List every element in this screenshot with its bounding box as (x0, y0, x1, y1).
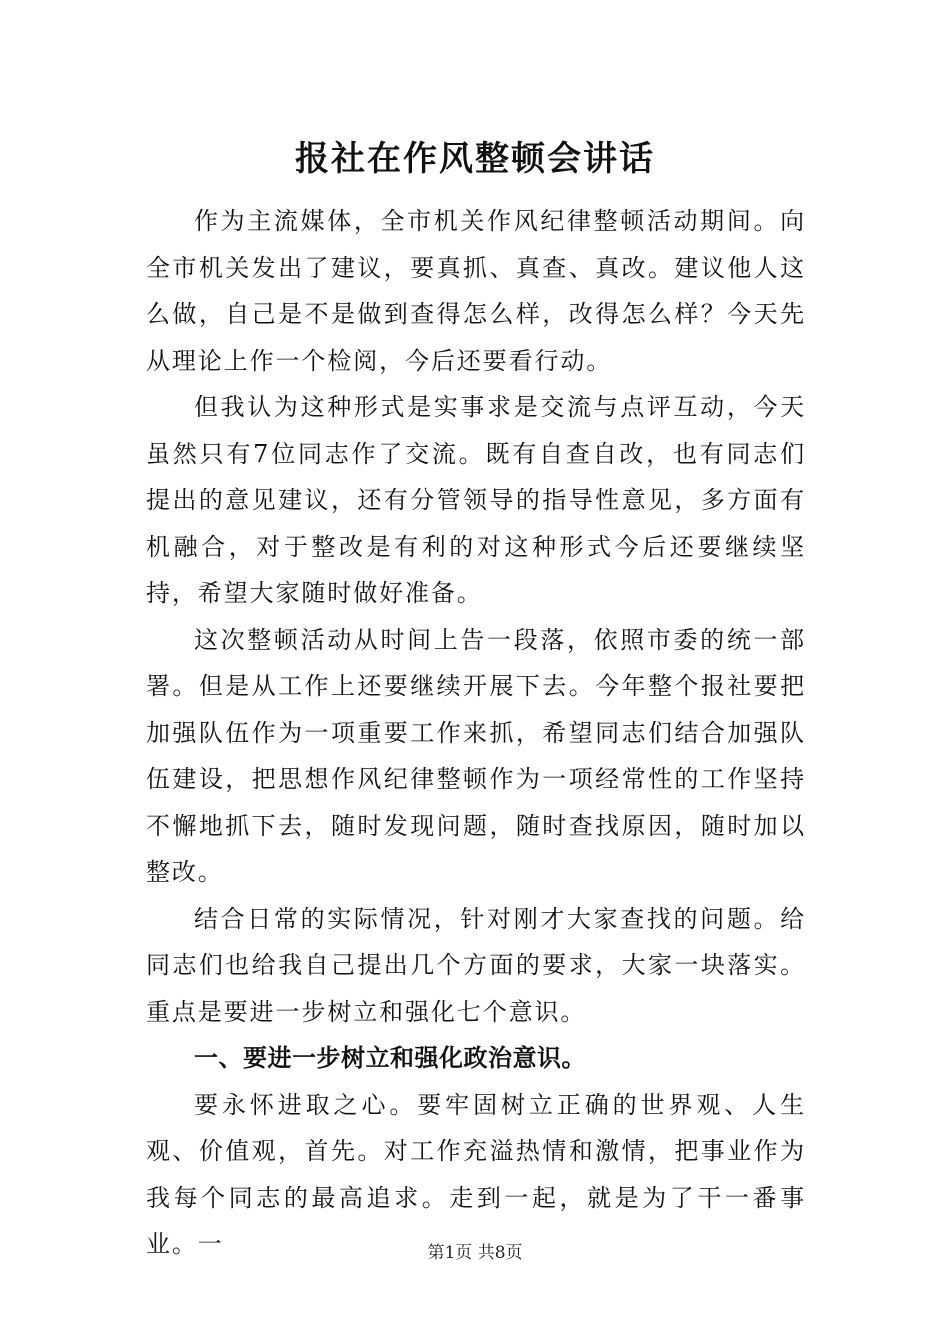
paragraph-1: 作为主流媒体，全市机关作风纪律整顿活动期间。向全市机关发出了建议，要真抓、真查、真改。建议他人这么做，自己是不是做到查得怎么样，改得怎么样？今天先从理论上作一个检阅，今后还要看行动。 (146, 207, 806, 375)
paragraph-2: 但我认为这种形式是实事求是交流与点评互动，今天虽然只有7位同志作了交流。既有自查自改，也有同志们提出的意见建议，还有分管领导的指导性意见，多方面有机融合，对于整改是有利的对这种形式今后还要继续坚持，希望大家随时做好准备。 (146, 393, 806, 607)
document-title: 报社在作风整顿会讲话 (295, 139, 655, 179)
paragraph-5: 要永怀进取之心。要牢固树立正确的世界观、人生观、价值观，首先。对工作充溢热情和激情，把事业作为我每个同志的最高追求。走到一起，就是为了干一番事业。一 (146, 1090, 806, 1258)
paragraph-4: 结合日常的实际情况，针对刚才大家查找的问题。给同志们也给我自己提出几个方面的要求，大家一块落实。重点是要进一步树立和强化七个意识。 (146, 904, 806, 1026)
section-heading-1: 一、要进一步树立和强化政治意识。 (194, 1044, 586, 1072)
page-footer: 第1页 共8页 (427, 1243, 523, 1263)
document-body (146, 198, 806, 1268)
paragraph-3: 这次整顿活动从时间上告一段落，依照市委的统一部署。但是从工作上还要继续开展下去。今年整个报社要把加强队伍作为一项重要工作来抓，希望同志们结合加强队伍建设，把思想作风纪律整顿作为一项经常性的工作坚持不懈地抓下去，随时发现问题，随时查找原因，随时加以整改。 (146, 625, 806, 886)
